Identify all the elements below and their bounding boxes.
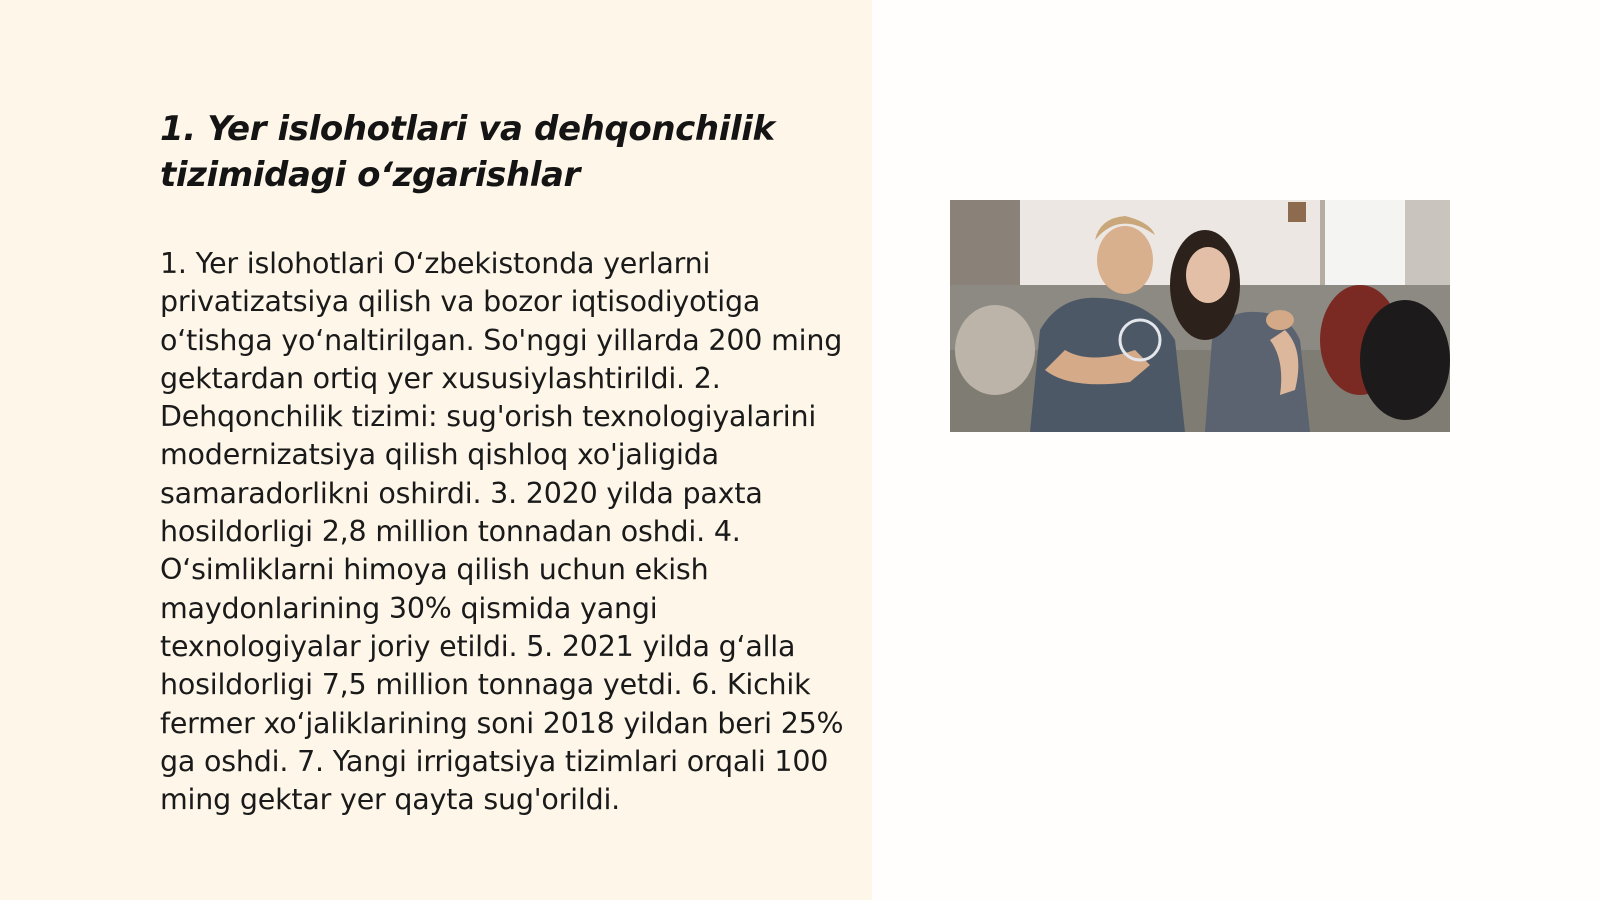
slide-body-text: 1. Yer islohotlari O‘zbekistonda yerlarni privatizatsiya qilish va bozor iqtisodiyotiga o‘tishga yo‘naltirilgan. So'nggi yillarda 200 ming gektardan ortiq yer xususiylashtirildi. 2. Dehqonchilik tizimi: sug'orish texnologiyalarini modernizatsiya qilish qishloq xo'jaligida samaradorlikni oshirdi. 3. 2020 yilda paxta hosildorligi 2,8 million tonnadan oshdi. 4. O‘simliklarni himoya qilish uchun ekish maydonlarining 30% qismida yangi texnologiyalar joriy etildi. 5. 2021 yilda g‘alla hosildorligi 7,5 million tonnaga yetdi. 6. Kichik fermer xo‘jaliklarining soni 2018 yildan beri 25% ga oshdi. 7. Yangi irrigatsiya tizimlari orqali 100 ming gektar yer qayta sug'orildi. <box>160 247 844 817</box>
slide-title: 1. Yer islohotlari va dehqonchilik tizimidagi o‘zgarishlar <box>160 109 775 195</box>
right-panel <box>872 0 1600 900</box>
couple-on-sofa-photo <box>950 200 1450 432</box>
